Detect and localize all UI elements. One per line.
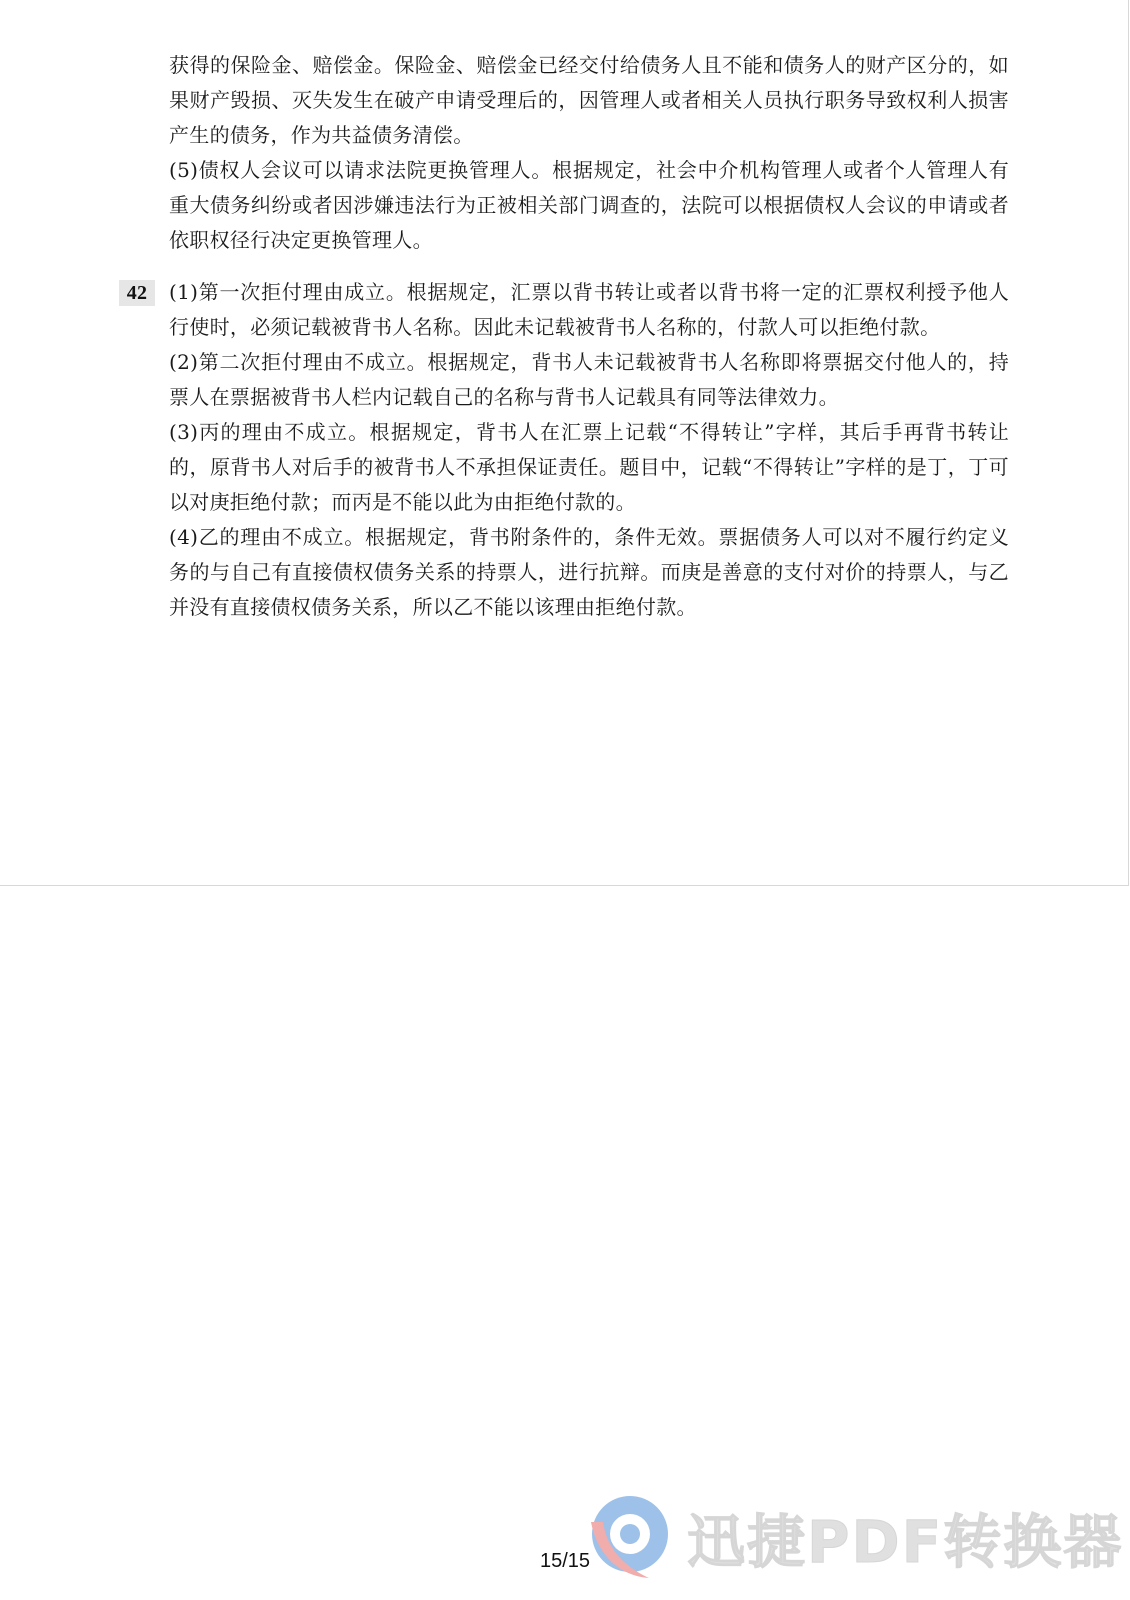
continuation-paragraph-1: 获得的保险金、赔偿金。保险金、赔偿金已经交付给债务人且不能和债务人的财产区分的，如果财产毁损、灭失发生在破产申请受理后的，因管理人或者相关人员执行职务导致权利人损害产生的债务，作为共益债务清偿。 [169, 53, 1009, 147]
answer-paragraph-1: (1)第一次拒付理由成立。根据规定，汇票以背书转让或者以背书将一定的汇票权利授予他人行使时，必须记载被背书人名称。因此未记载被背书人名称的，付款人可以拒绝付款。 [169, 280, 1009, 339]
watermark-text: 迅捷PDF转换器 [687, 1508, 1124, 1576]
question-number-badge: 42 [119, 280, 155, 306]
continuation-paragraph-2: (5)债权人会议可以请求法院更换管理人。根据规定，社会中介机构管理人或者个人管理人有重大债务纠纷或者因涉嫌违法行为正被相关部门调查的，法院可以根据债权人会议的申请或者依职权径行决定更换管理人。 [169, 158, 1009, 252]
page-content [126, 48, 1009, 625]
answer-paragraph-4: (4)乙的理由不成立。根据规定，背书附条件的，条件无效。票据债务人可以对不履行约定义务的与自己有直接债权债务关系的持票人，进行抗辩。而庚是善意的支付对价的持票人，与乙并没有直接债权债务关系，所以乙不能以该理由拒绝付款。 [169, 525, 1009, 619]
question-42-answer [126, 275, 1009, 625]
answer-paragraph-2: (2)第二次拒付理由不成立。根据规定，背书人未记载被背书人名称即将票据交付他人的，持票人在票据被背书人栏内记载自己的名称与背书人记载具有同等法律效力。 [169, 350, 1009, 409]
answer-paragraph-3: (3)丙的理由不成立。根据规定，背书人在汇票上记载“不得转让”字样，其后手再背书转让的，原背书人对后手的被背书人不承担保证责任。题目中，记载“不得转让”字样的是丁，丁可以对庚拒绝付款；而丙是不能以此为由拒绝付款的。 [169, 420, 1009, 514]
page-number: 15/15 [539, 1550, 591, 1572]
